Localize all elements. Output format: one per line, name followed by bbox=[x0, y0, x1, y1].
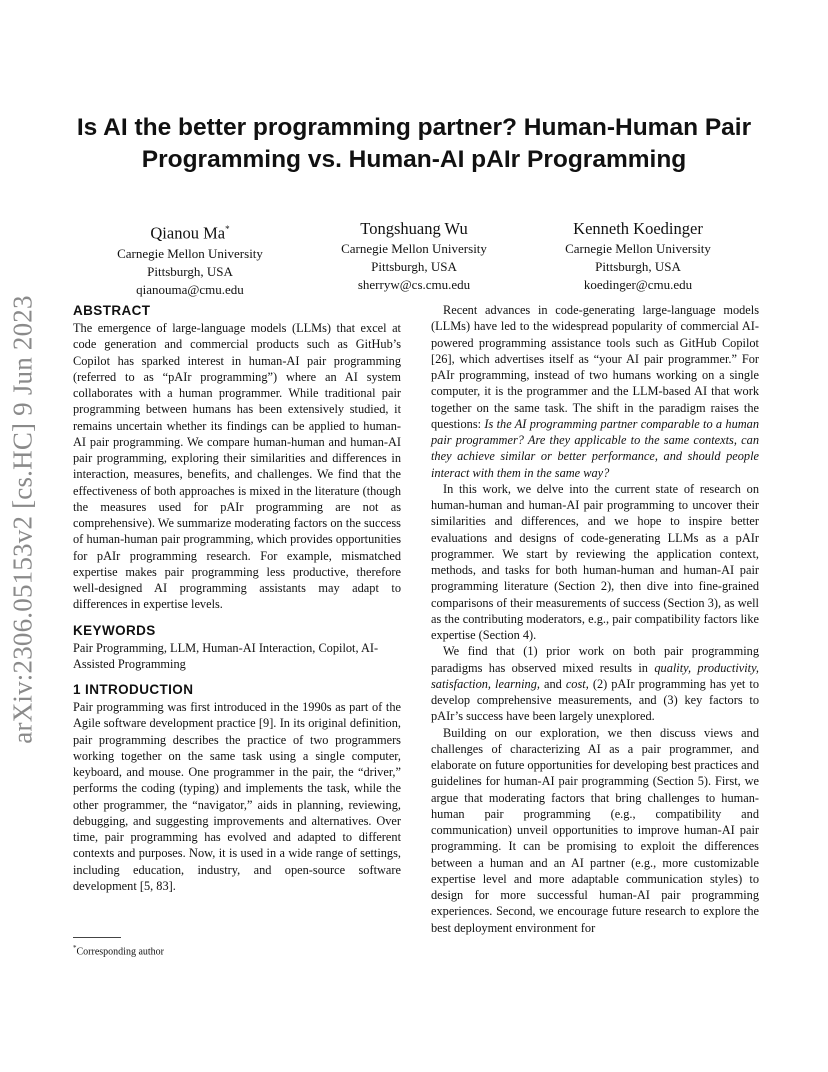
author-email[interactable]: sherryw@cs.cmu.edu bbox=[357, 277, 471, 292]
author-3 bbox=[523, 218, 753, 294]
author-location: Pittsburgh, USA bbox=[147, 263, 233, 279]
footnote-divider bbox=[73, 937, 121, 938]
introduction-heading: 1 INTRODUCTION bbox=[73, 682, 194, 697]
author-location: Pittsburgh, USA bbox=[595, 259, 681, 274]
right-column bbox=[431, 302, 759, 936]
author-affiliation: Carnegie Mellon University bbox=[117, 245, 263, 261]
author-name: Kenneth Koedinger bbox=[573, 219, 703, 238]
author-name: Qianou Ma bbox=[150, 223, 226, 243]
author-email[interactable]: koedinger@cmu.edu bbox=[583, 277, 693, 292]
author-affiliation: Carnegie Mellon University bbox=[341, 241, 487, 256]
keywords-heading: KEYWORDS bbox=[73, 622, 156, 638]
author-location: Pittsburgh, USA bbox=[371, 259, 457, 274]
intro-paragraph-1: Pair programming was first introduced in the 1990s as part of the Agile software development practice [9]. In its original definition, pair programming describes the practice of two programmers working together on the same task using a single computer, keyboard, and mouse. One programmer in the pair, the “driver,” performs the coding (typing) and implements the task, while the other programmer, the “navigator,” aids in planning, reviewing, debugging, and suggesting improvements and alternatives. Over time, pair programming has evolved and adapted to different contexts and purposes. Now, it is used in a wide range of settings, including education, industry, and open-source software development [5, 83]. bbox=[73, 700, 401, 893]
intro-paragraph-4: We find that (1) prior work on both pair programming paradigms has observed mixed results in quality, productivity, satisfaction, learning, and cost, (2) pAIr programming has yet to develop comprehensive measurements, and (3) key factors to pAIr’s success have been largely unexplored. bbox=[431, 644, 759, 724]
author-name: Tongshuang Wu bbox=[360, 219, 468, 238]
arxiv-identifier: arXiv:2306.05153v2 [cs.HC] 9 Jun 2023 bbox=[7, 294, 38, 744]
footnote bbox=[73, 942, 164, 958]
author-affiliation: Carnegie Mellon University bbox=[565, 241, 711, 256]
arxiv-side-stamp bbox=[2, 296, 44, 742]
intro-paragraph-2: Recent advances in code-generating large-language models (LLMs) have led to the widespread popularity of commercial AI-powered programming assistance tools such as GitHub Copilot [26], which advertises itself as “your AI pair programmer.” For pAIr programming, instead of two humans working on a single computer, it is the programmer and the LLM-based AI that work together on the same task. The shift in the paradigm raises the questions: Is the AI programming partner comparable to a human pair programmer? Are they applicable to the same contexts, can they achieve similar or better performance, and should people interact with them in the same way? bbox=[431, 303, 760, 480]
footnote-mark: * bbox=[73, 944, 77, 952]
author-1 bbox=[75, 218, 305, 299]
corresponding-mark: * bbox=[225, 224, 230, 234]
left-column bbox=[73, 302, 401, 894]
keywords-text: Pair Programming, LLM, Human-AI Interaction, Copilot, AI-Assisted Programming bbox=[73, 640, 379, 671]
abstract-heading: ABSTRACT bbox=[73, 303, 151, 318]
footnote-text: Corresponding author bbox=[76, 946, 164, 958]
author-2 bbox=[299, 218, 529, 294]
author-email[interactable]: qianouma@cmu.edu bbox=[136, 281, 244, 297]
research-questions: Is the AI programming partner comparable to a human pair programmer? Are they applicable to the same contexts, can they achieve similar or better performance, and should people interact with them in the same way? bbox=[431, 416, 760, 480]
intro-paragraph-3: In this work, we delve into the current state of research on human-human and human-AI pair programming to uncover their similarities and differences, and we hope to inspire better evaluations and designs of code-generating LLMs as a pAIr programmer. We start by reviewing the application context, methods, and tasks for both human-human and human-AI pair programming literature (Section 2), then dive into fine-grained comparisons of their measurements of success (Section 3), as well as the contributing moderators, e.g., pair compatibility factors like expertise (Section 4). bbox=[431, 481, 759, 642]
author-block bbox=[60, 218, 768, 297]
intro-paragraph-5: Building on our exploration, we then discuss views and challenges of characterizing AI as a pair programmer, and elaborate on future opportunities for developing best practices and guidelines for human-AI pair programming (Section 5). First, we argue that moderating factors that bring challenges to human-human pair programming (e.g., compatibility and communication) unveil opportunities to improve human-AI pair programming. It can be promising to exploit the differences between a human and an AI partner (e.g., more customizable expertise level and more adaptable communication styles) to design for more successful human-AI pair programming experiences. Second, we encourage future research to explore the best deployment environment for bbox=[431, 725, 759, 935]
paper-title: Is AI the better programming partner? Human-Human Pair Programming vs. Human-AI pAIr Programming bbox=[76, 114, 752, 173]
abstract-text: The emergence of large-language models (LLMs) that excel at code generation and commercial products such as GitHub’s Copilot has sparked interest in human-AI pair programming (referred to as “pAIr programming”) where an AI system collaborates with a human programmer. While traditional pair programming between humans has been extensively studied, it remains uncertain whether its findings can be applied to human-AI pair programming. We compare human-human and human-AI pair programming, exploring their similarities and differences in interaction, measures, benefits, and challenges. We find that the effectiveness of both approaches is mixed in the literature (though the measures used for pAIr programming are not as comprehensive). We summarize moderating factors on the success of human-human pair programming, which provides opportunities for pAIr programming research. For example, mismatched expertise makes pair programming less productive, therefore well-designed AI programming assistants may adapt to differences in expertise levels. bbox=[73, 321, 401, 612]
